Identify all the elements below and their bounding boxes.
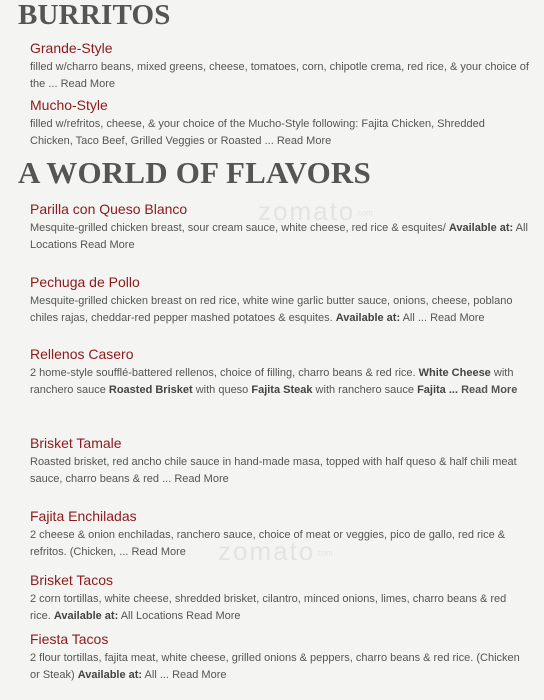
read-more-link[interactable]: Read More: [60, 77, 115, 90]
item-description: Roasted brisket, red ancho chile sauce in hand-made masa, topped with half queso & half chili meat sauce, charro beans & red ... Read More: [30, 456, 517, 485]
menu-item-grande-style: [30, 39, 530, 92]
read-more-link[interactable]: Read More: [80, 238, 135, 251]
menu-item-fiesta-tacos: [30, 630, 530, 683]
item-description: filled w/refritos, cheese, & your choice of the Mucho-Style following: Fajita Chicken, Shredded Chicken, Taco Beef, Grilled Veggies or Roasted ... Read More: [30, 118, 485, 147]
read-more-link[interactable]: Read More: [430, 311, 485, 324]
item-name[interactable]: Parilla con Queso Blanco: [30, 201, 188, 217]
item-description: 2 home-style soufflé-battered rellenos, choice of filling, charro beans & red rice. White Cheese with ranchero sauce Roasted Brisket with queso Fajita Steak with ranchero sauce Fajita ... Read More: [30, 367, 518, 396]
section-title-world-of-flavors: A WORLD OF FLAVORS: [18, 155, 371, 190]
item-name[interactable]: Fiesta Tacos: [30, 631, 109, 647]
menu-item-mucho-style: [30, 96, 530, 149]
read-more-link[interactable]: Read More: [131, 545, 186, 558]
read-more-link[interactable]: Read More: [276, 134, 332, 147]
read-more-link[interactable]: Read More: [461, 383, 518, 396]
item-description: 2 corn tortillas, white cheese, shredded brisket, cilantro, minced onions, limes, charro beans & red rice. Available at: All Locations Read More: [30, 593, 507, 622]
read-more-link[interactable]: Read More: [174, 472, 229, 485]
item-description: filled w/charro beans, mixed greens, cheese, tomatoes, corn, chipotle crema, red rice, & your choice of the ... Read More: [30, 61, 529, 90]
section-title-burritos: BURRITOS: [18, 0, 171, 31]
read-more-link[interactable]: Read More: [172, 668, 227, 681]
item-name[interactable]: Fajita Enchiladas: [30, 508, 137, 524]
menu-item-fajita-enchiladas: [30, 507, 530, 560]
item-name[interactable]: Pechuga de Pollo: [30, 274, 140, 290]
item-name[interactable]: Mucho-Style: [30, 97, 108, 113]
menu-item-rellenos: [30, 345, 530, 398]
item-name[interactable]: Rellenos Casero: [30, 346, 134, 362]
menu-item-parilla: [30, 200, 530, 253]
item-description: 2 cheese & onion enchiladas, ranchero sauce, choice of meat or veggies, pico de gallo, red rice & refritos. (Chicken, ... Read More: [30, 529, 506, 558]
menu-item-brisket-tamale: [30, 434, 530, 487]
watermark-top: zomato.com: [258, 196, 373, 226]
item-name[interactable]: Grande-Style: [30, 40, 113, 56]
item-description: 2 flour tortillas, fajita meat, white cheese, grilled onions & peppers, charro beans & red rice. (Chicken or Steak) Available at: All ... Read More: [30, 652, 520, 681]
item-description: Mesquite-grilled chicken breast, sour cream sauce, white cheese, red rice & esquites/ Available at: All Locations Read More: [30, 222, 528, 251]
item-name[interactable]: Brisket Tacos: [30, 572, 113, 588]
menu-item-brisket-tacos: [30, 571, 530, 624]
menu-item-pechuga: [30, 273, 530, 326]
item-name[interactable]: Brisket Tamale: [30, 435, 122, 451]
watermark-bottom: zomato.com: [218, 536, 333, 566]
item-description: Mesquite-grilled chicken breast on red rice, white wine garlic butter sauce, onions, cheese, poblano chiles rajas, cheddar-red pepper mashed potatoes & esquites. Available at: All ... Read More: [30, 295, 513, 324]
read-more-link[interactable]: Read More: [186, 609, 241, 622]
